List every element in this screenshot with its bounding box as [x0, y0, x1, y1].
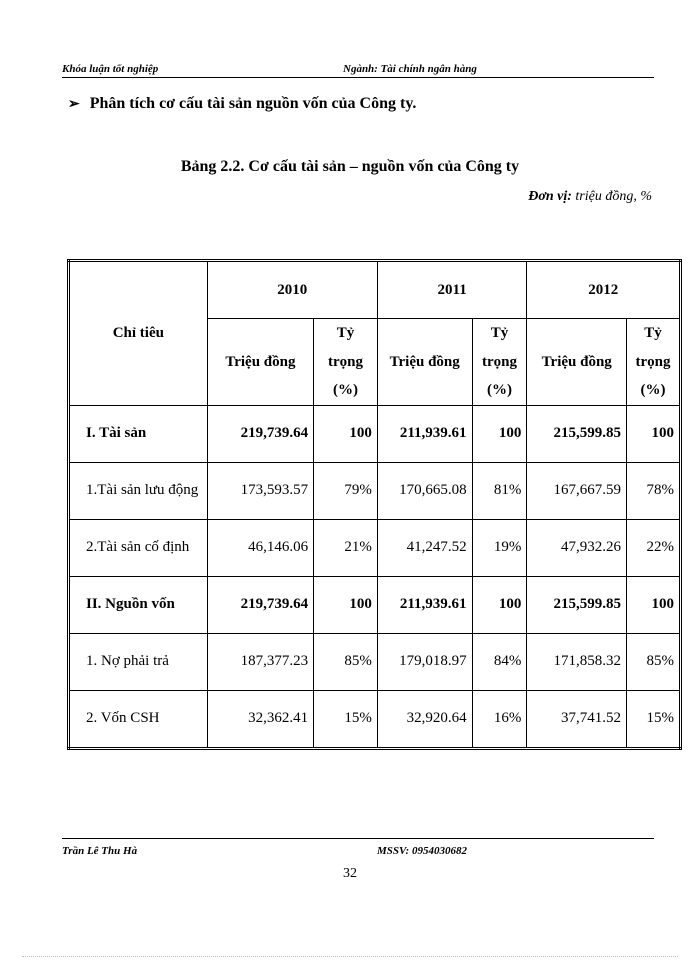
table-caption: Bảng 2.2. Cơ cấu tài sản – nguồn vốn của Công ty	[180, 158, 520, 175]
header-ratio-2010	[314, 319, 378, 406]
row-label: 1. Nợ phải trả	[69, 633, 208, 690]
cell-ratio-2012: 85%	[627, 633, 681, 690]
cell-amount-2012: 215,599.85	[527, 576, 627, 633]
table-row	[69, 633, 681, 690]
footer-rule	[62, 838, 654, 839]
cell-amount-2011: 32,920.64	[377, 690, 472, 748]
page-footer-center: MSSV: 0954030682	[377, 845, 467, 857]
cell-ratio-2012: 15%	[627, 690, 681, 748]
ratio-unit: (%)	[486, 382, 512, 398]
cell-amount-2011: 170,665.08	[377, 462, 472, 519]
header-year-2012: 2012	[527, 261, 681, 319]
cell-amount-2011: 41,247.52	[377, 519, 472, 576]
cell-ratio-2010: 21%	[314, 519, 378, 576]
cell-ratio-2011: 84%	[472, 633, 527, 690]
cell-amount-2011: 211,939.61	[377, 576, 472, 633]
arrow-bullet-icon: ➢	[68, 97, 80, 112]
table-row	[69, 519, 681, 576]
header-amount-2011: Triệu đồng	[377, 319, 472, 406]
ratio-unit: (%)	[640, 382, 666, 398]
section-title: Phân tích cơ cấu tài sản nguồn vốn của Công ty.	[89, 95, 417, 112]
cell-amount-2010: 219,739.64	[207, 576, 314, 633]
cell-ratio-2010: 15%	[314, 690, 378, 748]
table-row	[69, 576, 681, 633]
cell-ratio-2011: 16%	[472, 690, 527, 748]
header-year-2011: 2011	[377, 261, 527, 319]
cell-amount-2011: 179,018.97	[377, 633, 472, 690]
header-rule	[62, 77, 654, 78]
page-header-left: Khóa luận tốt nghiệp	[62, 63, 159, 75]
table-row	[69, 405, 681, 462]
cell-ratio-2011: 19%	[472, 519, 527, 576]
row-label: 2. Vốn CSH	[69, 690, 208, 748]
cell-ratio-2012: 100	[627, 405, 681, 462]
cell-amount-2010: 187,377.23	[207, 633, 314, 690]
ratio-label: Tỷ trọng	[635, 325, 671, 370]
page-header-center: Ngành: Tài chính ngân hàng	[343, 63, 477, 75]
header-amount-2012: Triệu đồng	[527, 319, 627, 406]
unit-label: Đơn vị:	[528, 189, 572, 204]
row-label: 1.Tài sản lưu động	[69, 462, 208, 519]
cell-ratio-2012: 100	[627, 576, 681, 633]
cell-amount-2010: 32,362.41	[207, 690, 314, 748]
cell-amount-2010: 219,739.64	[207, 405, 314, 462]
page-edge-rule	[22, 956, 678, 957]
unit-note	[528, 189, 652, 205]
cell-ratio-2010: 85%	[314, 633, 378, 690]
cell-amount-2012: 171,858.32	[527, 633, 627, 690]
cell-ratio-2011: 100	[472, 405, 527, 462]
table-row	[69, 690, 681, 748]
ratio-unit: (%)	[333, 382, 358, 398]
cell-ratio-2010: 100	[314, 405, 378, 462]
cell-amount-2012: 37,741.52	[527, 690, 627, 748]
cell-amount-2010: 173,593.57	[207, 462, 314, 519]
cell-amount-2012: 167,667.59	[527, 462, 627, 519]
ratio-label: Tỷ trọng	[328, 325, 363, 370]
header-amount-2010: Triệu đồng	[207, 319, 314, 406]
cell-ratio-2011: 81%	[472, 462, 527, 519]
ratio-label: Tỷ trọng	[481, 325, 517, 370]
row-label: II. Nguồn vốn	[69, 576, 208, 633]
cell-ratio-2012: 22%	[627, 519, 681, 576]
cell-amount-2010: 46,146.06	[207, 519, 314, 576]
cell-ratio-2010: 100	[314, 576, 378, 633]
row-label: I. Tài sản	[69, 405, 208, 462]
row-label: 2.Tài sản cố định	[69, 519, 208, 576]
cell-amount-2012: 47,932.26	[527, 519, 627, 576]
cell-ratio-2012: 78%	[627, 462, 681, 519]
cell-amount-2011: 211,939.61	[377, 405, 472, 462]
table-row	[69, 462, 681, 519]
page-number: 32	[343, 866, 357, 881]
section-heading	[68, 95, 416, 113]
header-indicator: Chỉ tiêu	[69, 261, 208, 406]
cell-ratio-2011: 100	[472, 576, 527, 633]
header-ratio-2011	[472, 319, 527, 406]
header-year-2010: 2010	[207, 261, 377, 319]
unit-value: triệu đồng, %	[571, 189, 652, 204]
asset-capital-structure-table	[67, 259, 682, 750]
header-ratio-2012	[627, 319, 681, 406]
cell-amount-2012: 215,599.85	[527, 405, 627, 462]
page-footer-left: Trần Lê Thu Hà	[62, 845, 138, 857]
cell-ratio-2010: 79%	[314, 462, 378, 519]
